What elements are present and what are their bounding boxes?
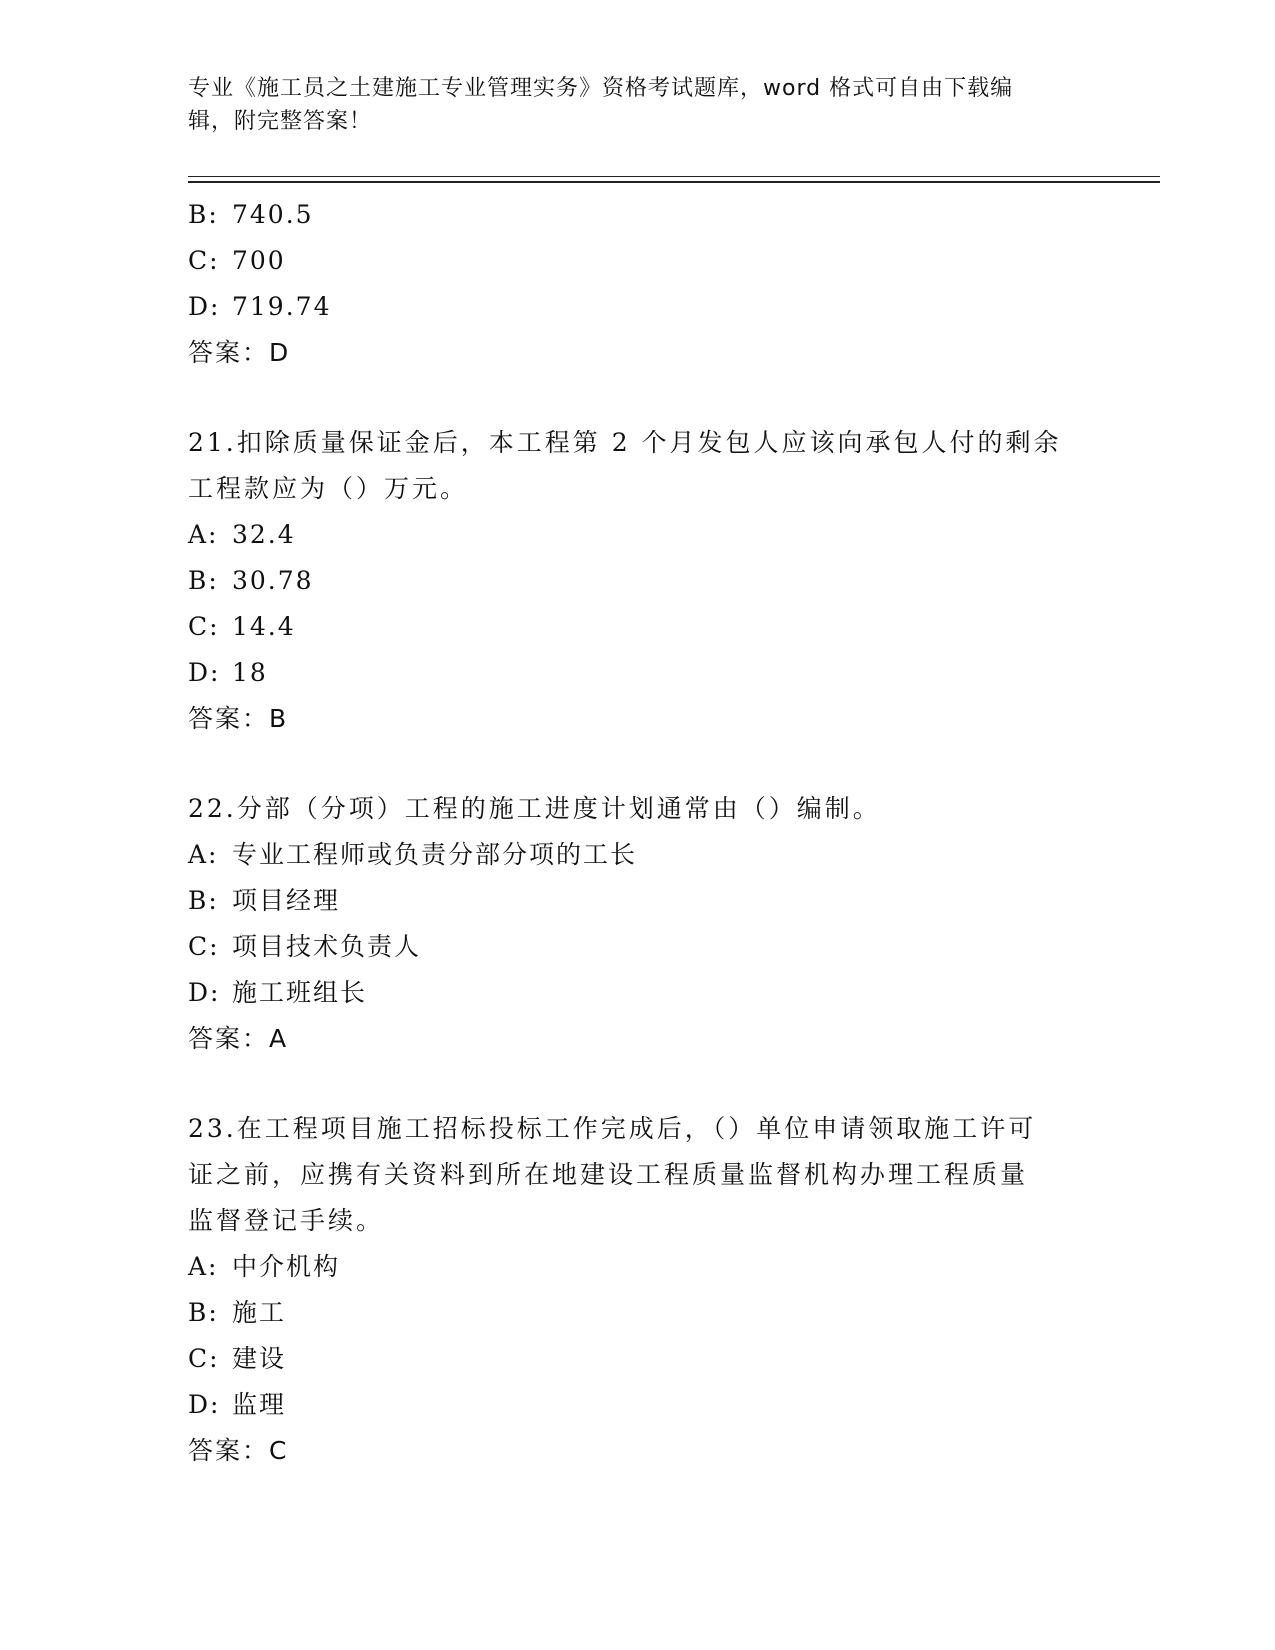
option-key: A: — [188, 1252, 219, 1281]
option-text: 监理 — [232, 1390, 287, 1419]
option-text: 专业工程师或负责分部分项的工长 — [232, 840, 638, 869]
option-text: 项目经理 — [232, 886, 341, 915]
option-d — [188, 650, 1088, 696]
option-text: 建设 — [232, 1344, 287, 1373]
header-rule-thick — [188, 181, 1160, 183]
option-c — [188, 238, 1088, 284]
question-line: 工程款应为（）万元。 — [188, 474, 469, 503]
option-text: 施工 — [232, 1298, 287, 1327]
header-line-2: 辑，附完整答案！ — [188, 109, 373, 134]
option-text: 719.74 — [232, 292, 332, 321]
option-b — [188, 1290, 1088, 1336]
option-key: C: — [188, 932, 220, 961]
option-key: D: — [188, 292, 221, 321]
option-key: D: — [188, 1390, 221, 1419]
option-key: A: — [188, 520, 219, 549]
question-22-text — [188, 786, 1088, 832]
question-line: 23.在工程项目施工招标投标工作完成后，（）单位申请领取施工许可 — [188, 1114, 1037, 1143]
question-list — [188, 192, 1088, 1474]
option-key: D: — [188, 658, 221, 687]
option-text: 740.5 — [232, 200, 314, 229]
question-23 — [188, 1106, 1088, 1474]
option-c — [188, 1336, 1088, 1382]
option-key: B: — [188, 886, 219, 915]
page-header — [188, 72, 1088, 138]
option-d — [188, 284, 1088, 330]
option-key: B: — [188, 566, 219, 595]
header-rule-thin — [188, 176, 1160, 177]
question-21 — [188, 420, 1088, 742]
option-b — [188, 558, 1088, 604]
option-text: 施工班组长 — [232, 978, 368, 1007]
option-text: 700 — [232, 246, 286, 275]
option-d — [188, 970, 1088, 1016]
option-text: 30.78 — [232, 566, 314, 595]
option-a — [188, 512, 1088, 558]
option-key: C: — [188, 246, 220, 275]
option-d — [188, 1382, 1088, 1428]
answer-20: 答案：D — [188, 338, 291, 367]
option-key: C: — [188, 1344, 220, 1373]
question-22 — [188, 786, 1088, 1062]
option-key: B: — [188, 1298, 219, 1327]
option-text: 32.4 — [232, 520, 296, 549]
option-b — [188, 192, 1088, 238]
option-text: 中介机构 — [232, 1252, 341, 1281]
option-text: 项目技术负责人 — [232, 932, 422, 961]
question-line: 证之前，应携有关资料到所在地建设工程质量监督机构办理工程质量 — [188, 1160, 1029, 1189]
option-text: 14.4 — [232, 612, 296, 641]
option-c — [188, 924, 1088, 970]
answer-22: 答案：A — [188, 1024, 289, 1053]
option-b — [188, 878, 1088, 924]
question-20-options — [188, 192, 1088, 376]
option-a — [188, 1244, 1088, 1290]
option-key: D: — [188, 978, 221, 1007]
answer-23: 答案：C — [188, 1436, 289, 1465]
option-text: 18 — [232, 658, 268, 687]
option-c — [188, 604, 1088, 650]
option-key: A: — [188, 840, 219, 869]
option-key: B: — [188, 200, 219, 229]
question-21-text — [188, 420, 1088, 512]
option-a — [188, 832, 1088, 878]
question-line: 22.分部（分项）工程的施工进度计划通常由（）编制。 — [188, 794, 881, 823]
question-line: 监督登记手续。 — [188, 1206, 385, 1235]
option-key: C: — [188, 612, 220, 641]
header-line-1: 专业《施工员之土建施工专业管理实务》资格考试题库，word 格式可自由下载编 — [188, 76, 1014, 101]
question-line: 21.扣除质量保证金后，本工程第 2 个月发包人应该向承包人付的剩余 — [188, 428, 1062, 457]
question-23-text — [188, 1106, 1088, 1244]
answer-21: 答案：B — [188, 704, 289, 733]
